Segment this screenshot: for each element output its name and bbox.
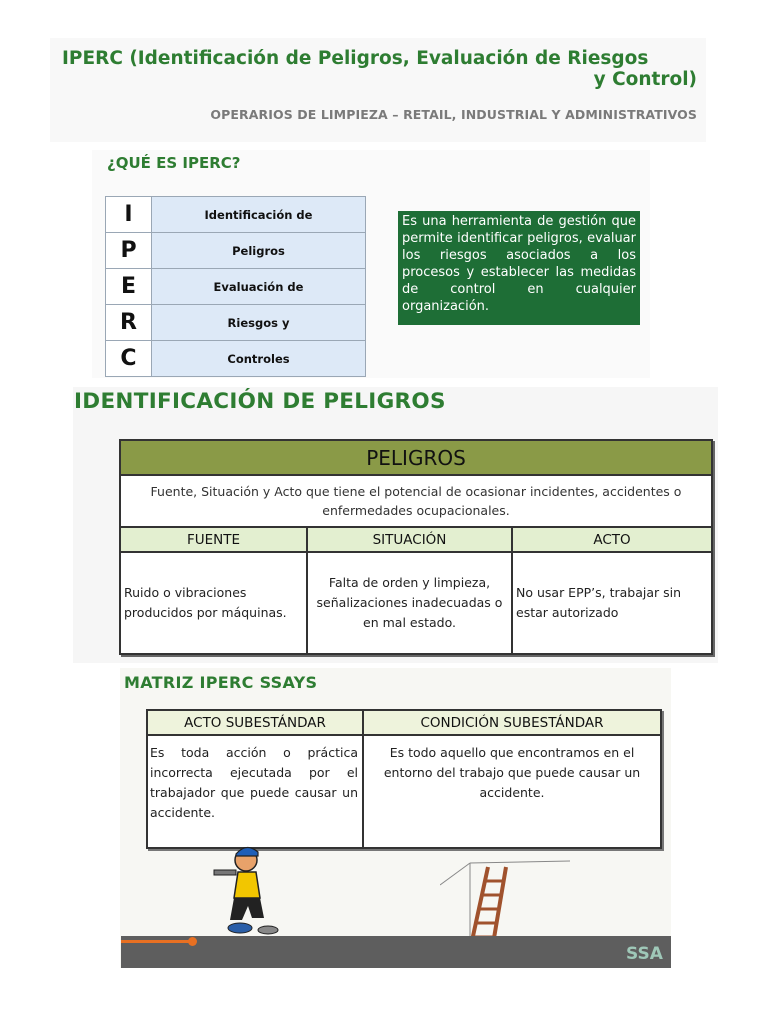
column-header-fuente: FUENTE <box>120 527 307 552</box>
worker-illustration <box>200 840 300 940</box>
identificacion-title: IDENTIFICACIÓN DE PELIGROS <box>74 389 446 414</box>
acronym-word: Riesgos y <box>152 305 366 341</box>
acronym-letter: P <box>106 233 152 269</box>
acronym-row <box>106 269 366 305</box>
peligros-header: PELIGROS <box>120 440 712 475</box>
column-header-acto: ACTO <box>512 527 712 552</box>
matriz-table <box>146 709 662 849</box>
acronym-letter: R <box>106 305 152 341</box>
floor-accent-dot <box>188 937 197 946</box>
peligros-table <box>119 439 713 655</box>
iperc-acronym-table <box>105 196 366 377</box>
que-es-title: ¿QUÉ ES IPERC? <box>107 154 241 172</box>
page-title <box>62 48 697 90</box>
cell-fuente: Ruido o vibraciones producidos por máquinas. <box>120 552 307 654</box>
cell-acto-subestandar: Es toda acción o práctica incorrecta ejecutada por el trabajador que puede causar un accidente. <box>147 735 363 848</box>
floor-strip <box>121 936 671 968</box>
acronym-word: Evaluación de <box>152 269 366 305</box>
column-header-condicion-subestandar: CONDICIÓN SUBESTÁNDAR <box>363 710 661 735</box>
floor-accent-line <box>121 940 195 943</box>
column-header-acto-subestandar: ACTO SUBESTÁNDAR <box>147 710 363 735</box>
acronym-letter: E <box>106 269 152 305</box>
definition-box: Es una herramienta de gestión que permite identificar peligros, evaluar los riesgos asociados a los procesos y establecer las medidas de control en cualquier organización. <box>398 211 640 325</box>
cell-situacion: Falta de orden y limpieza, señalizaciones inadecuadas o en mal estado. <box>307 552 512 654</box>
title-line-2: y Control) <box>593 69 697 90</box>
matriz-title: MATRIZ IPERC SSAYS <box>124 673 318 692</box>
acronym-letter: I <box>106 197 152 233</box>
acronym-word: Controles <box>152 341 366 377</box>
title-line-1: IPERC (Identificación de Peligros, Evaluación de Riesgos <box>62 48 649 69</box>
column-header-situacion: SITUACIÓN <box>307 527 512 552</box>
acronym-word: Identificación de <box>152 197 366 233</box>
page-subtitle: OPERARIOS DE LIMPIEZA – RETAIL, INDUSTRIAL Y ADMINISTRATIVOS <box>210 107 697 122</box>
ssays-logo <box>626 944 663 964</box>
cell-condicion-subestandar: Es todo aquello que encontramos en el entorno del trabajo que puede causar un accidente. <box>363 735 661 848</box>
acronym-row <box>106 341 366 377</box>
header-section <box>50 38 706 142</box>
acronym-row <box>106 233 366 269</box>
cell-acto: No usar EPP’s, trabajar sin estar autorizado <box>512 552 712 654</box>
acronym-row <box>106 197 366 233</box>
acronym-word: Peligros <box>152 233 366 269</box>
acronym-letter: C <box>106 341 152 377</box>
peligros-description: Fuente, Situación y Acto que tiene el potencial de ocasionar incidentes, accidentes o enfermedades ocupacionales. <box>120 475 712 527</box>
acronym-row <box>106 305 366 341</box>
logo-text: SSA <box>626 944 663 964</box>
